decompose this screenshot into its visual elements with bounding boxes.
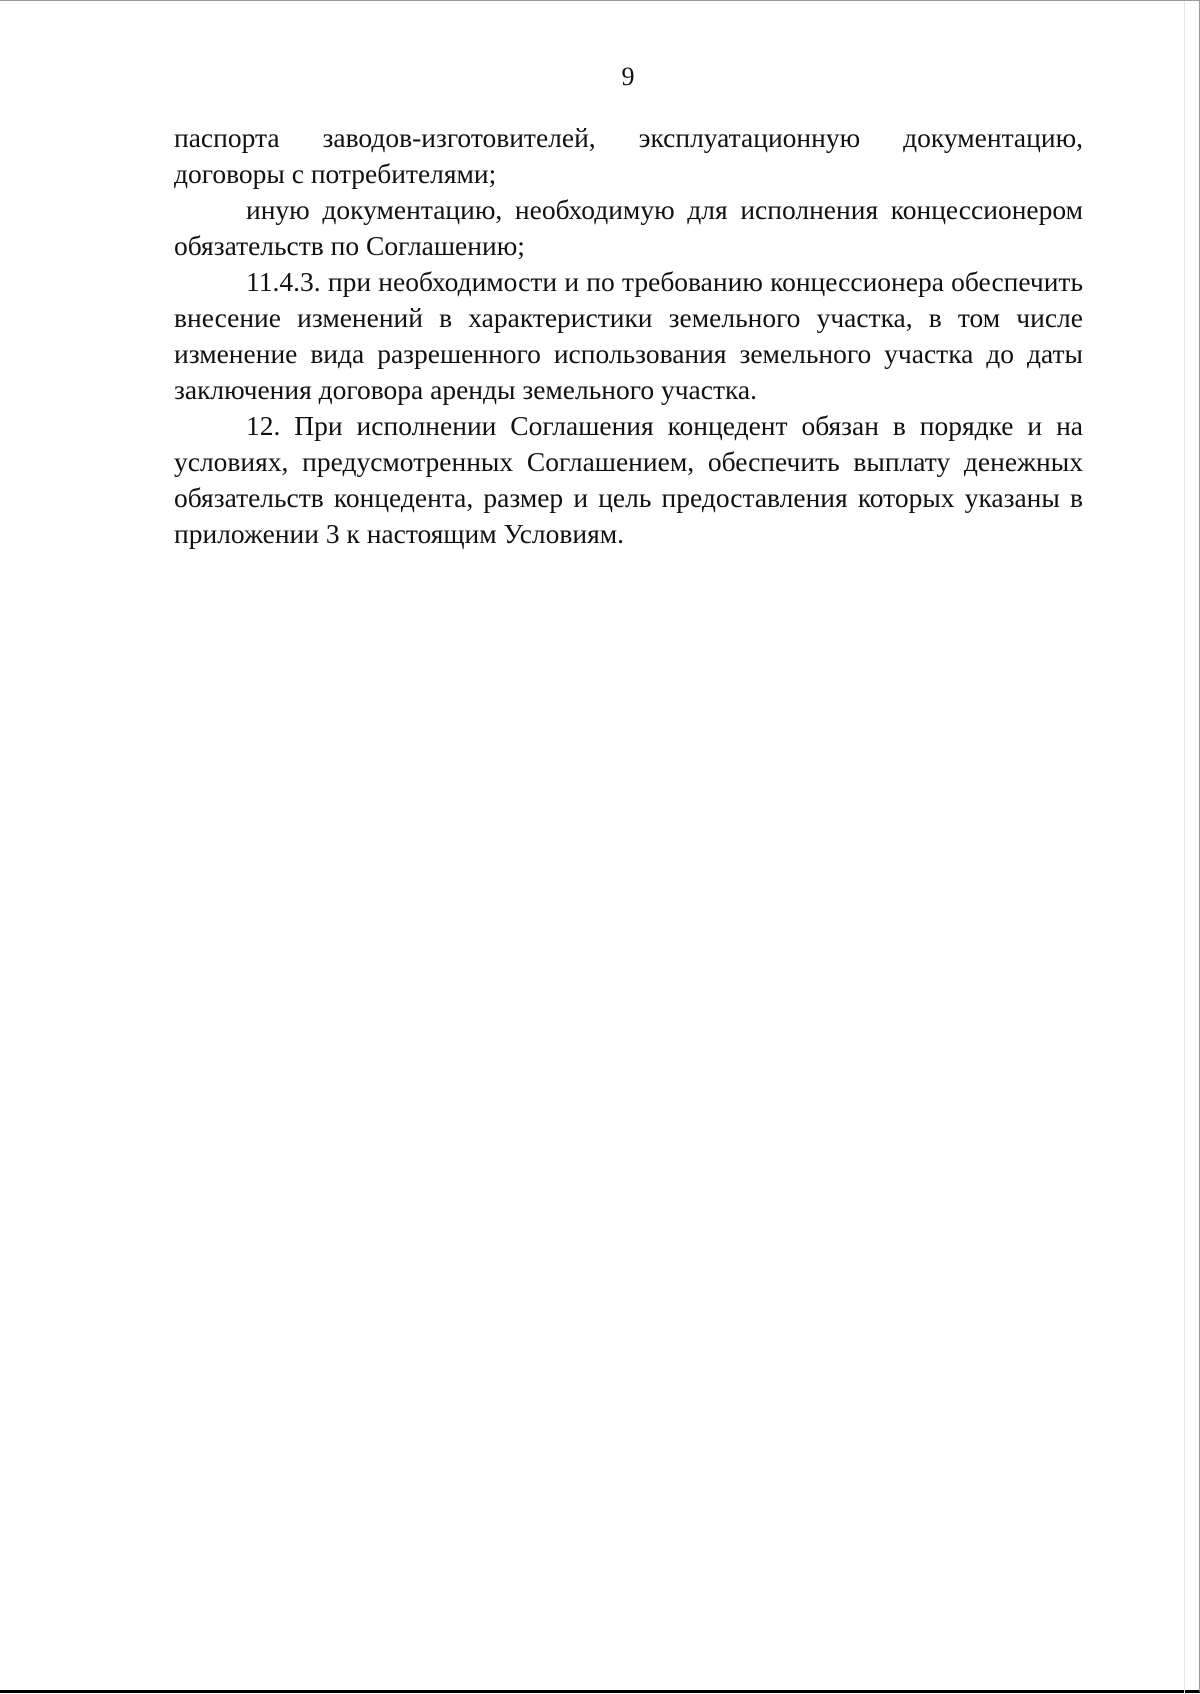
- paragraph-clause-12: 12. При исполнении Соглашения концедент обязан в порядке и на условиях, предусмотренных Соглашением, обеспечить выплату денежных обязательств концедента, размер и цель предоставления которых указаны в приложении 3 к настоящим Условиям.: [174, 410, 1083, 549]
- document-body: [174, 120, 1083, 552]
- page-number: 9: [621, 62, 635, 91]
- scan-edge-line: [1184, 1, 1185, 1694]
- paragraph-other-documentation: иную документацию, необходимую для исполнения концессионером обязательств по Соглашению;: [174, 194, 1083, 261]
- paragraph-clause-11-4-3: 11.4.3. при необходимости и по требованию концессионера обеспечить внесение изменений в характеристики земельного участка, в том числе изменение вида разрешенного использования земельного участка до даты заключения договора аренды земельного участка.: [174, 266, 1083, 405]
- paragraph-passports: паспорта заводов-изготовителей, эксплуатационную документацию, договоры с потребителями;: [174, 122, 1083, 189]
